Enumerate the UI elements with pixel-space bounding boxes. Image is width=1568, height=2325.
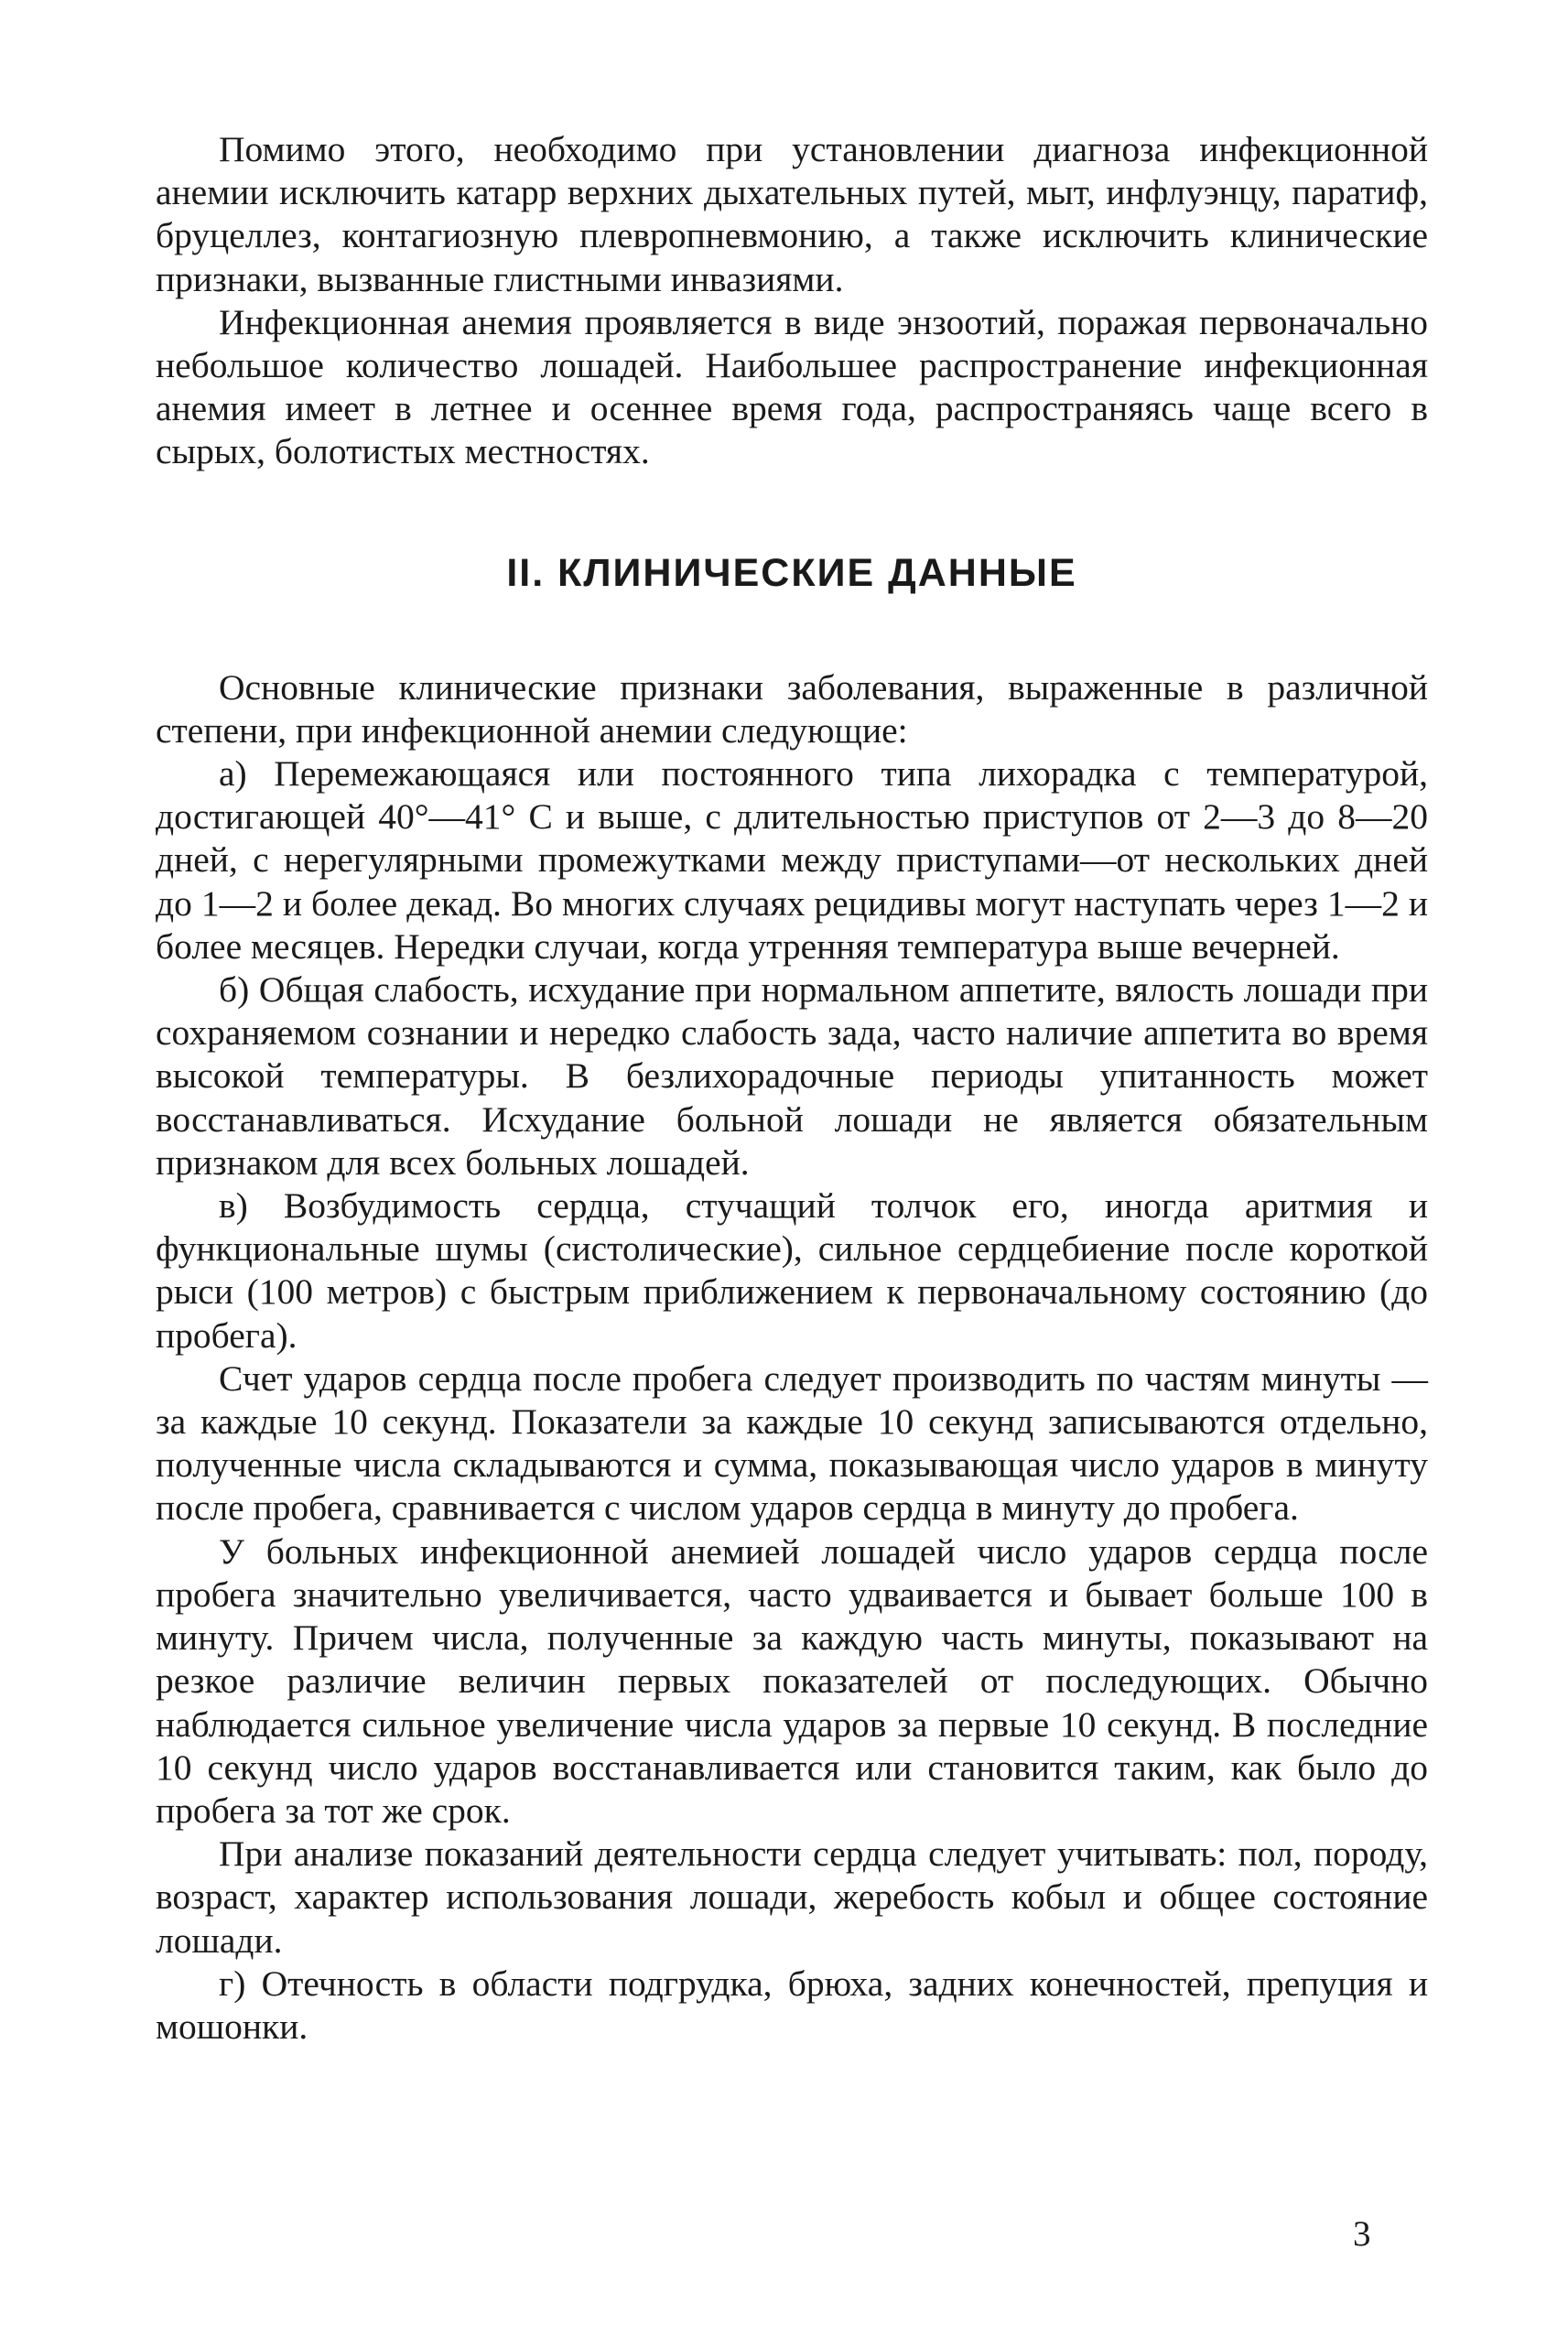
body-paragraph: Основные клинические признаки заболевания, выраженные в различной степени, при инфекционной анемии следующие:	[156, 666, 1428, 751]
body-paragraph: Счет ударов сердца после пробега следует производить по частям минуты — за каждые 10 секунд. Показатели за каждые 10 секунд записываются отдельно, полученные числа складываются и сумма, показывающая число ударов в минуту после пробега, сравнивается с числом ударов сердца в минуту до пробега.	[156, 1357, 1428, 1529]
symptom-item-b: б) Общая слабость, исхудание при нормальном аппетите, вялость лошади при сохраняемом сознании и нередко слабость зада, часто наличие аппетита во время высокой температуры. В безлихорадочные периоды упитанность может восстанавливаться. Исхудание больной лошади не является обязательным признаком для всех больных лошадей.	[156, 969, 1428, 1183]
body-paragraph: У больных инфекционной анемией лошадей число ударов сердца после пробега значительно увеличивается, часто удваивается и бывает больше 100 в минуту. Причем числа, полученные за каждую часть минуты, показывают на резкое различие величин первых показателей от последующих. Обычно наблюдается сильное увеличение числа ударов за первые 10 секунд. В последние 10 секунд число ударов восстанавливается или становится таким, как было до пробега за тот же срок.	[156, 1530, 1428, 1831]
symptom-item-g: г) Отечность в области подгрудка, брюха, задних конечностей, препуция и мошонки.	[156, 1963, 1428, 2047]
page-number: 3	[1353, 2214, 1371, 2254]
document-page	[156, 128, 1428, 2049]
symptom-item-v: в) Возбудимость сердца, стучащий толчок его, иногда аритмия и функциональные шумы (систолические), сильное сердцебиение после короткой рыси (100 метров) с быстрым приближением к первоначальному состоянию (до пробега).	[156, 1185, 1428, 1356]
section-title: II. КЛИНИЧЕСКИЕ ДАННЫЕ	[506, 550, 1077, 595]
intro-paragraph: Помимо этого, необходимо при установлении диагноза инфекционной анемии исключить катарр верхних дыхательных путей, мыт, инфлуэнцу, паратиф, бруцеллез, контагиозную плевропневмонию, а также исключить клинические признаки, вызванные глистными инвазиями.	[156, 129, 1428, 299]
body-paragraph: При анализе показаний деятельности сердца следует учитывать: пол, породу, возраст, характер использования лошади, жеребость кобыл и общее состояние лошади.	[156, 1833, 1428, 1961]
intro-paragraph: Инфекционная анемия проявляется в виде энзоотий, поражая первоначально небольшое количество лошадей. Наибольшее распространение инфекционная анемия имеет в летнее и осеннее время года, распространяясь чаще всего в сырых, болотистых местностях.	[156, 301, 1428, 472]
symptom-item-a: а) Перемежающаяся или постоянного типа лихорадка с температурой, достигающей 40°—41° С и выше, с длительностью приступов от 2—3 до 8—20 дней, с нерегулярными промежутками между приступами—от нескольких дней до 1—2 и более декад. Во многих случаях рецидивы могут наступать через 1—2 и более месяцев. Нередки случаи, когда утренняя температура выше вечерней.	[156, 753, 1428, 967]
